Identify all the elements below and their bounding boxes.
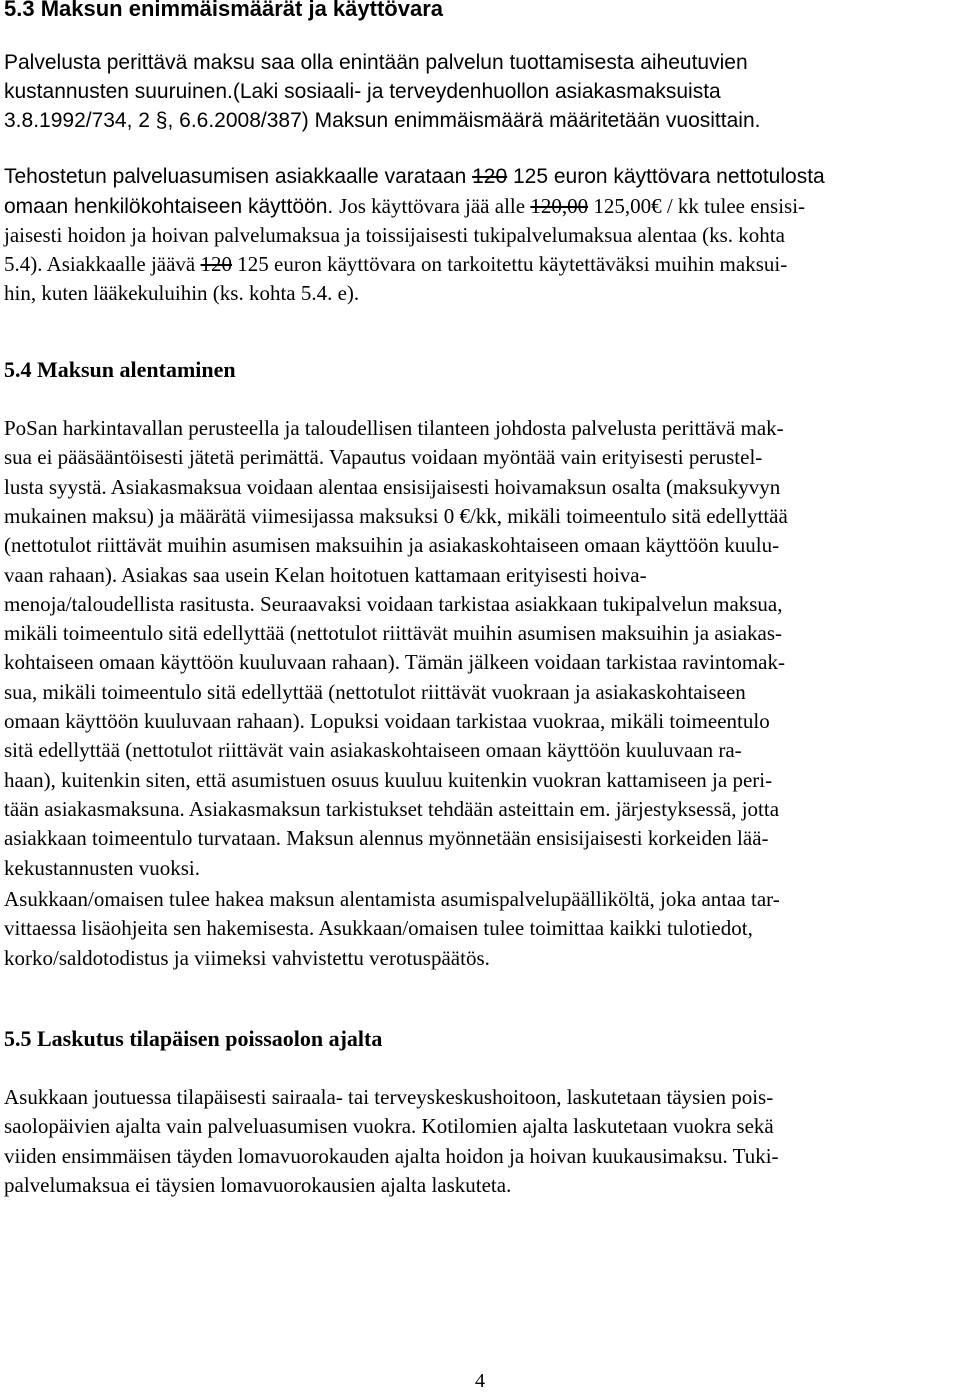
text-line: tään asiakasmaksuna. Asiakasmaksun tarkistukset tehdään asteittain em. järjestyksessä, jotta bbox=[4, 796, 780, 821]
text-line: mukainen maksu) ja määrätä viimesijassa maksuksi 0 €/kk, mikäli toimeentulo sitä edellyttää bbox=[4, 503, 788, 528]
text-line: Asukkaan/omaisen tulee hakea maksun alentamista asumispalvelupäälliköltä, joka antaa tar- bbox=[4, 887, 780, 911]
text-line bbox=[4, 249, 787, 279]
text-line: saolopäivien ajalta vain palveluasumisen vuokra. Kotilomien ajalta laskutetaan vuokra sekä bbox=[4, 1114, 774, 1139]
text-line: kohtaiseen omaan käyttöön kuuluvaan rahaan). Tämän jälkeen voidaan tarkistaa ravintomak- bbox=[4, 650, 785, 675]
text-line: sitä edellyttää (nettotulot riittävät vain asiakaskohtaiseen omaan käyttöön kuuluvaan ra- bbox=[4, 738, 742, 763]
text-line: vittaessa lisäohjeita sen hakemisesta. Asukkaan/omaisen tulee toimittaa kaikki tulotiedot, bbox=[4, 916, 753, 941]
text-line: PoSan harkintavallan perusteella ja taloudellisen tilanteen johdosta palvelusta perittävä mak- bbox=[4, 416, 784, 440]
section-heading-5-5: 5.5 Laskutus tilapäisen poissaolon ajalta bbox=[4, 1026, 383, 1051]
text-span: 125 euron käyttövara nettotulosta bbox=[507, 165, 825, 188]
text-line: Palvelusta perittävä maksu saa olla enintään palvelun tuottamisesta aiheutuvien bbox=[4, 51, 748, 74]
text-line: kekustannusten vuoksi. bbox=[4, 855, 200, 880]
text-line: kustannusten suuruinen.(Laki sosiaali- ja terveydenhuollon asiakasmaksuista bbox=[4, 80, 721, 103]
text-line: (nettotulot riittävät muihin asumisen maksuihin ja asiakaskohtaiseen omaan käyttöön kuulu- bbox=[4, 533, 780, 558]
text-line: palvelumaksua ei täysien lomavuorokausien ajalta laskuteta. bbox=[4, 1172, 512, 1197]
text-span: 5.4). Asiakkaalle jäävä bbox=[4, 252, 201, 276]
text-line: mikäli toimeentulo sitä edellyttää (nettotulot riittävät muihin asumisen maksuihin ja asiakas- bbox=[4, 621, 782, 646]
text-span: 125,00€ / kk tulee ensisi- bbox=[588, 194, 806, 218]
text-line: menoja/taloudellista rasitusta. Seuraavaksi voidaan tarkistaa asiakkaan tukipalvelun maksua, bbox=[4, 591, 783, 616]
struck-text: 120 bbox=[472, 165, 508, 188]
text-line: omaan käyttöön kuuluvaan rahaan). Lopuksi voidaan tarkistaa vuokraa, mikäli toimeentulo bbox=[4, 709, 770, 733]
text-line: Asukkaan joutuessa tilapäisesti sairaala- tai terveyskeskushoitoon, laskutetaan täysien pois- bbox=[4, 1085, 774, 1109]
text-span: 125 euron käyttövara on tarkoitettu käytettäväksi muihin maksui- bbox=[232, 252, 788, 276]
text-line bbox=[4, 191, 805, 221]
text-line: lusta syystä. Asiakasmaksua voidaan alentaa ensisijaisesti hoivamaksun osalta (maksukyvyn bbox=[4, 474, 781, 499]
section-heading-5-3: 5.3 Maksun enimmäismäärät ja käyttövara bbox=[4, 0, 444, 21]
text-line: korko/saldotodistus ja viimeksi vahvistettu verotuspäätös. bbox=[4, 945, 490, 970]
text-line: sua, mikäli toimeentulo sitä edellyttää (nettotulot riittävät vuokraan ja asiakaskohtaiseen bbox=[4, 679, 746, 704]
struck-text: 120 bbox=[200, 252, 233, 276]
text-line: 3.8.1992/734, 2 §, 6.6.2008/387) Maksun enimmäismäärä määritetään vuosittain. bbox=[4, 109, 761, 132]
page-number: 4 bbox=[475, 1370, 485, 1392]
text-span: omaan henkilökohtaiseen käyttöön. bbox=[4, 195, 340, 218]
text-line: asiakkaan toimeentulo turvataan. Maksun alennus myönnetään ensisijaisesti korkeiden lää- bbox=[4, 826, 769, 851]
section-heading-5-4: 5.4 Maksun alentaminen bbox=[4, 357, 236, 382]
struck-text: 120,00 bbox=[530, 194, 589, 218]
text-line bbox=[4, 162, 825, 192]
text-line: viiden ensimmäisen täyden lomavuorokauden ajalta hoidon ja hoivan kuukausimaksu. Tuki- bbox=[4, 1143, 779, 1168]
text-line: haan), kuitenkin siten, että asumistuen osuus kuuluu kuitenkin vuokran kattamiseen ja peri- bbox=[4, 767, 773, 792]
text-span: Tehostetun palveluasumisen asiakkaalle varataan bbox=[4, 165, 473, 188]
text-line: hin, kuten lääkekuluihin (ks. kohta 5.4. e). bbox=[4, 281, 360, 305]
text-line: sua ei pääsääntöisesti jätetä perimättä. Vapautus voidaan myöntää vain erityisesti perustel- bbox=[4, 445, 763, 470]
text-line: jaisesti hoidon ja hoivan palvelumaksua ja toissijaisesti tukipalvelumaksua alentaa (ks. kohta bbox=[4, 223, 785, 247]
text-span: Jos käyttövara jää alle bbox=[339, 194, 531, 218]
text-line: vaan rahaan). Asiakas saa usein Kelan hoitotuen kattamaan erityisesti hoiva- bbox=[4, 562, 647, 587]
